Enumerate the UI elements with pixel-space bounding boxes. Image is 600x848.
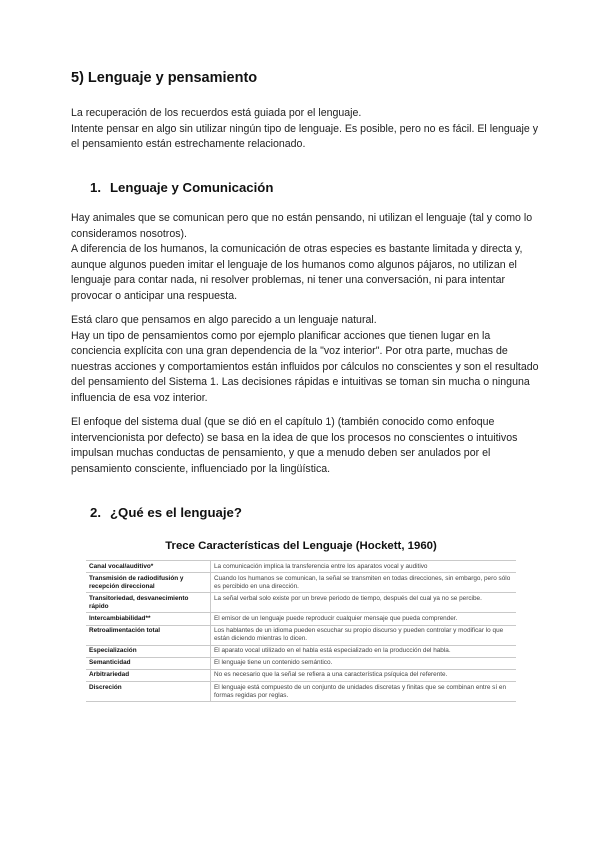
- table-row: [86, 573, 516, 593]
- feature-name: Canal vocal/auditivo*: [86, 561, 211, 573]
- paragraph-line: Hay un tipo de pensamientos como por ejemplo planificar acciones que tienen lugar en la conciencia explícita con una gran dependencia de la "voz interior". Por otra parte, muchas de nuestras acciones y comportamientos están influidos por cálculos no conscientes y son el resultado del pensamiento del Sistema 1. Las decisiones rápidas e intuitivas se toman sin mucha o ninguna influencia de esa voz interior.: [71, 329, 539, 404]
- paragraph-line: El enfoque del sistema dual (que se dió en el capítulo 1) (también conocido como enfoque intervencionista por defecto) se basa en la idea de que los procesos no conscientes o intuitivos impulsan muchas conductas de pensamiento, y que a menudo deben ser anulados por el pensamiento consciente, influenciado por la lingüística.: [71, 416, 518, 475]
- feature-name: Transitoriedad, desvanecimiento rápido: [86, 593, 211, 613]
- feature-description: La comunicación implica la transferencia entre los aparatos vocal y auditivo: [211, 561, 517, 573]
- feature-name: Intercambiabilidad**: [86, 613, 211, 625]
- subsection-heading-1: [90, 180, 273, 195]
- subsection-heading-2: [90, 505, 242, 520]
- intro-line-1: La recuperación de los recuerdos está guiada por el lenguaje.: [71, 107, 362, 119]
- feature-description: Cuando los humanos se comunican, la señal se transmiten en todas direcciones, sin embargo, pero sólo es percibido en una dirección.: [211, 573, 517, 593]
- intro-paragraph: [71, 106, 541, 153]
- table-row: [86, 613, 516, 625]
- table-row: [86, 645, 516, 657]
- subsection-title: Lenguaje y Comunicación: [110, 180, 274, 195]
- feature-name: Retroalimentación total: [86, 625, 211, 645]
- table-row: [86, 669, 516, 681]
- paragraph-line: Hay animales que se comunican pero que no están pensando, ni utilizan el lenguaje (tal y como lo consideramos nosotros).: [71, 212, 533, 240]
- subsection-number: 1.: [90, 180, 101, 195]
- feature-description: No es necesario que la señal se refiera a una característica psíquica del referente.: [211, 669, 517, 681]
- feature-description: El lenguaje tiene un contenido semántico.: [211, 657, 517, 669]
- feature-description: El lenguaje está compuesto de un conjunto de unidades discretas y finitas que se combinan entre sí en formas regidas por reglas.: [211, 682, 517, 702]
- section-title: 5) Lenguaje y pensamiento: [71, 70, 258, 86]
- intro-line-2: Intente pensar en algo sin utilizar ningún tipo de lenguaje. Es posible, pero no es fácil. El lenguaje y el pensamiento están estrechamente relacionado.: [71, 122, 539, 151]
- feature-name: Transmisión de radiodifusión y recepción direccional: [86, 573, 211, 593]
- paragraph-line: A diferencia de los humanos, la comunicación de otras especies es bastante limitada y directa y, aunque algunos pueden imitar el lenguaje de los humanos como algunos pájaros, no utilizan el lenguaje para contar nada, ni resolver problemas, ni tener una conversación, ni para intentar provocar o anticipar una respuesta.: [71, 243, 523, 302]
- subsection-title: ¿Qué es el lenguaje?: [110, 505, 242, 520]
- table-row: [86, 625, 516, 645]
- feature-name: Discreción: [86, 682, 211, 702]
- feature-name: Semanticidad: [86, 657, 211, 669]
- feature-name: Arbitrariedad: [86, 669, 211, 681]
- feature-description: El aparato vocal utilizado en el habla está especializado en la producción del habla.: [211, 645, 517, 657]
- table-title: Trece Características del Lenguaje (Hockett, 1960): [165, 540, 437, 552]
- feature-description: Los hablantes de un idioma pueden escuchar su propio discurso y pueden controlar y modificar lo que están diciendo mientras lo dicen.: [211, 625, 517, 645]
- paragraph-line: Está claro que pensamos en algo parecido a un lenguaje natural.: [71, 314, 377, 326]
- feature-name: Especialización: [86, 645, 211, 657]
- feature-description: La señal verbal solo existe por un breve periodo de tiempo, después del cual ya no se percibe.: [211, 593, 517, 613]
- paragraph-thinking: [71, 313, 541, 407]
- subsection-number: 2.: [90, 505, 101, 520]
- feature-description: El emisor de un lenguaje puede reproducir cualquier mensaje que pueda comprender.: [211, 613, 517, 625]
- table-row: [86, 593, 516, 613]
- paragraph-animals: [71, 211, 541, 305]
- hockett-features-table: [86, 560, 516, 702]
- table-row: [86, 682, 516, 702]
- table-row: [86, 561, 516, 573]
- paragraph-dual-system: [71, 415, 541, 477]
- table-row: [86, 657, 516, 669]
